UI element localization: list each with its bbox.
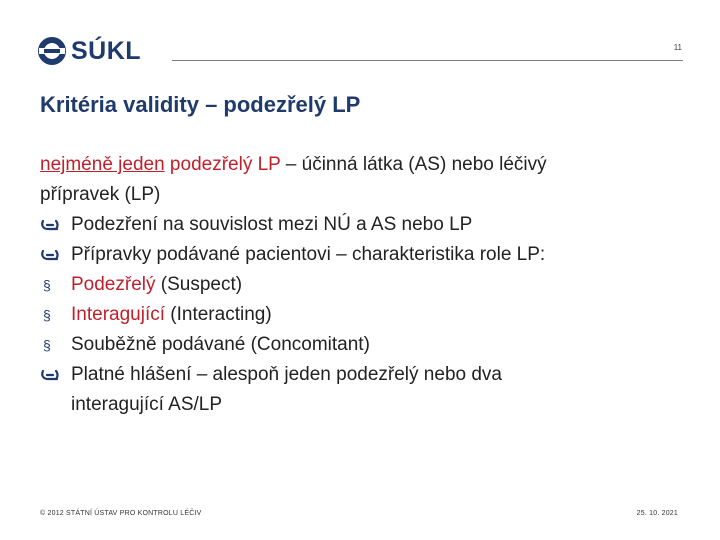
slide-number: 11 (673, 43, 682, 52)
sukl-logo (37, 34, 141, 68)
bullet-item (40, 240, 700, 270)
check-bullet-icon (40, 360, 64, 390)
bullet-text: Přípravky podávané pacientovi – charakteristika role LP: (71, 244, 546, 265)
check-bullet-icon (40, 240, 64, 270)
logo-text: SÚKL (71, 36, 142, 65)
check-bullet-icon (40, 210, 64, 240)
bullet-text: Podezření na souvislost mezi NÚ a AS nebo LP (71, 214, 473, 235)
bullet-item (40, 210, 700, 240)
footer-date: 25. 10. 2021 (636, 510, 678, 517)
bullet-text: interagující AS/LP (71, 394, 223, 415)
intro-emphasis: nejméně jeden (40, 154, 165, 175)
sub-bullet-item (40, 330, 700, 360)
bullet-item (40, 360, 700, 390)
intro-line (40, 150, 700, 180)
square-bullet-icon: § (43, 307, 51, 323)
intro-text: – účinná látka (AS) nebo léčivý (280, 154, 547, 175)
role-concomitant: Souběžně podávané (Concomitant) (71, 334, 370, 355)
slide-content (40, 150, 700, 420)
role-interacting-label: Interagující (71, 304, 165, 325)
header-divider (172, 60, 683, 61)
bullet-continuation (40, 390, 700, 420)
square-bullet-icon: § (43, 277, 51, 293)
square-bullet-icon: § (43, 337, 51, 353)
sub-bullet-item (40, 300, 700, 330)
intro-suspect-lp: podezřelý LP (164, 154, 281, 175)
intro-line-2 (40, 180, 700, 210)
sub-bullet-item (40, 270, 700, 300)
bullet-text: Platné hlášení – alespoň jeden podezřelý nebo dva (71, 364, 502, 385)
role-suspect-label: Podezřelý (71, 274, 156, 295)
sukl-logo-icon (37, 36, 67, 66)
slide-title: Kritéria validity – podezřelý LP (40, 92, 361, 117)
intro-text-2: přípravek (LP) (40, 184, 161, 205)
role-suspect-en: (Suspect) (155, 274, 243, 295)
role-interacting-en: (Interacting) (165, 304, 272, 325)
footer-copyright: © 2012 STÁTNÍ ÚSTAV PRO KONTROLU LÉČIV (40, 510, 202, 517)
